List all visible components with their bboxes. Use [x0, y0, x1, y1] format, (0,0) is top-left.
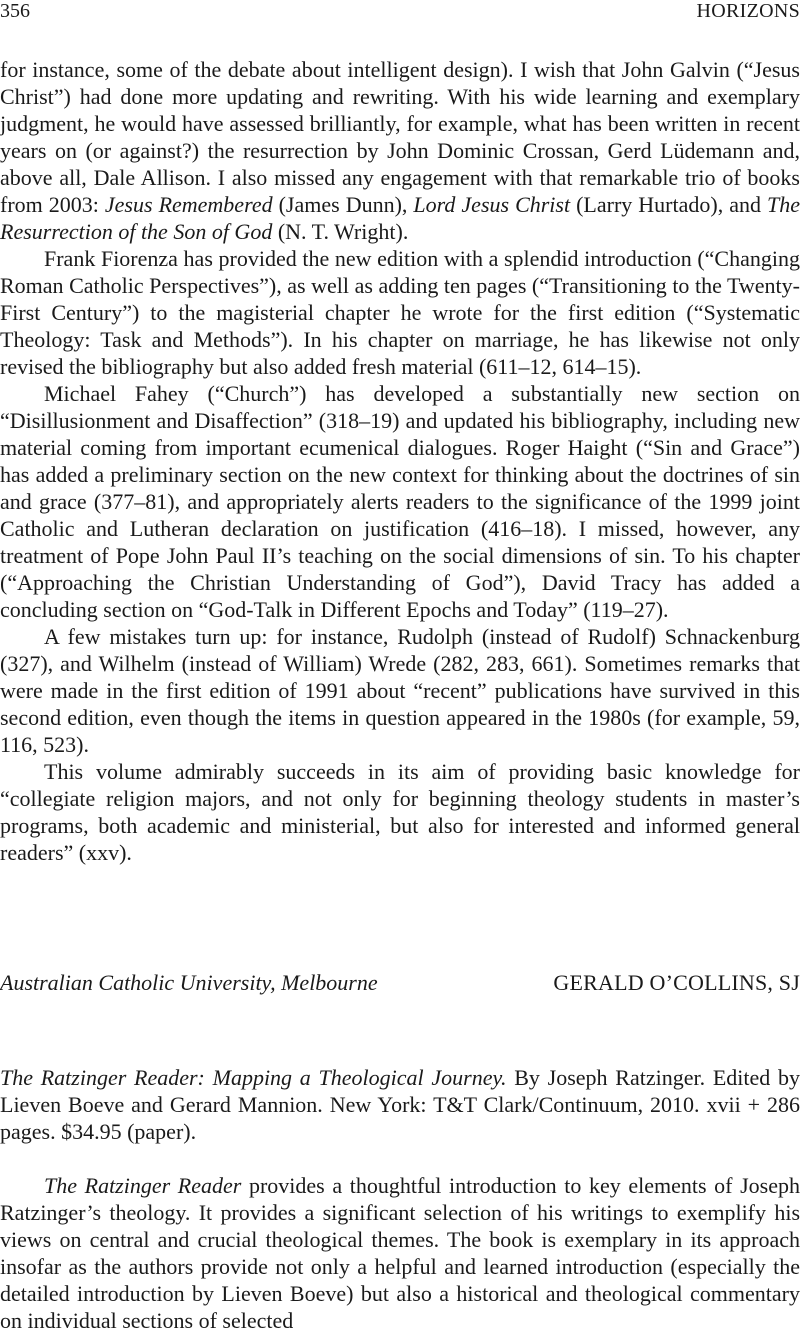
- reviewer-name: GERALD O’COLLINS, SJ: [553, 970, 800, 995]
- paragraph: Michael Fahey (“Church”) has developed a substantially new section on “Disillusionment and Disaffection” (318–19) and updated his bibliography, including new material coming from important ecumenical dialogues. Roger Haight (“Sin and Grace”) has added a preliminary section on the new context for thinking about the doctrines of sin and grace (377–81), and appropriately alerts readers to the significance of the 1999 joint Catholic and Lutheran declaration on justification (416–18). I missed, however, any treatment of Pope John Paul II’s teaching on the social dimensions of sin. To his chapter (“Approaching the Christian Understanding of God”), David Tracy has added a concluding section on “God-Talk in Different Epochs and Today” (119–27).: [0, 381, 800, 622]
- book-title: The Ratzinger Reader: [44, 1173, 242, 1198]
- paragraph: The Ratzinger Reader provides a thoughtful introduction to key elements of Joseph Ratzinger’s theology. It provides a significant selection of his writings to exemplify his views on central and crucial theological themes. The book is exemplary in its approach insofar as the authors provide not only a helpful and learned introduction (especially the detailed introduction by Lieven Boeve) but also a historical and theological commentary on individual sections of selected: [0, 1173, 800, 1333]
- second-review: [0, 1064, 800, 1334]
- review-body: [0, 56, 800, 866]
- reviewer-affiliation: Australian Catholic University, Melbourne: [0, 970, 378, 995]
- book-title: Lord Jesus Christ: [413, 192, 571, 217]
- book-title: The Ratzinger Reader: Mapping a Theological Journey.: [0, 1065, 507, 1090]
- running-title: HORIZONS: [696, 0, 800, 22]
- paragraph: This volume admirably succeeds in its aim of providing basic knowledge for “collegiate religion majors, and not only for beginning theology students in master’s programs, both academic and ministerial, but also for interested and informed general readers” (xxv).: [0, 759, 800, 865]
- book-title: Jesus Remembered: [104, 192, 273, 217]
- running-header: [0, 0, 800, 30]
- paragraph: Frank Fiorenza has provided the new edition with a splendid introduction (“Changing Roman Catholic Perspectives”), as well as adding ten pages (“Transitioning to the Twenty-First Century”) to the magisterial chapter he wrote for the first edition (“Systematic Theology: Task and Methods”). In his chapter on marriage, he has likewise not only revised the bibliography but also added fresh material (611–12, 614–15).: [0, 246, 800, 379]
- page-number: 356: [0, 0, 30, 22]
- reviewer-signature: [0, 969, 800, 999]
- book-title: The Resurrection of the Son of God: [0, 192, 800, 244]
- book-citation: The Ratzinger Reader: Mapping a Theological Journey. By Joseph Ratzinger. Edited by Lieven Boeve and Gerard Mannion. New York: T&T Clark/Continuum, 2010. xvii + 286 pages. $34.95 (paper).: [0, 1065, 800, 1144]
- paragraph: A few mistakes turn up: for instance, Rudolph (instead of Rudolf) Schnackenburg (327), and Wilhelm (instead of William) Wrede (282, 283, 661). Sometimes remarks that were made in the first edition of 1991 about “recent” publications have survived in this second edition, even though the items in question appeared in the 1980s (for example, 59, 116, 523).: [0, 624, 800, 757]
- paragraph-continued: for instance, some of the debate about intelligent design). I wish that John Galvin (“Jesus Christ”) had done more updating and rewriting. With his wide learning and exemplary judgment, he would have assessed brilliantly, for example, what has been written in recent years on (or against?) the resurrection by John Dominic Crossan, Gerd Lüdemann and, above all, Dale Allison. I also missed any engagement with that remarkable trio of books from 2003: Jesus Remembered (James Dunn), Lord Jesus Christ (Larry Hurtado), and The Resurrection of the Son of God (N. T. Wright).: [0, 57, 800, 244]
